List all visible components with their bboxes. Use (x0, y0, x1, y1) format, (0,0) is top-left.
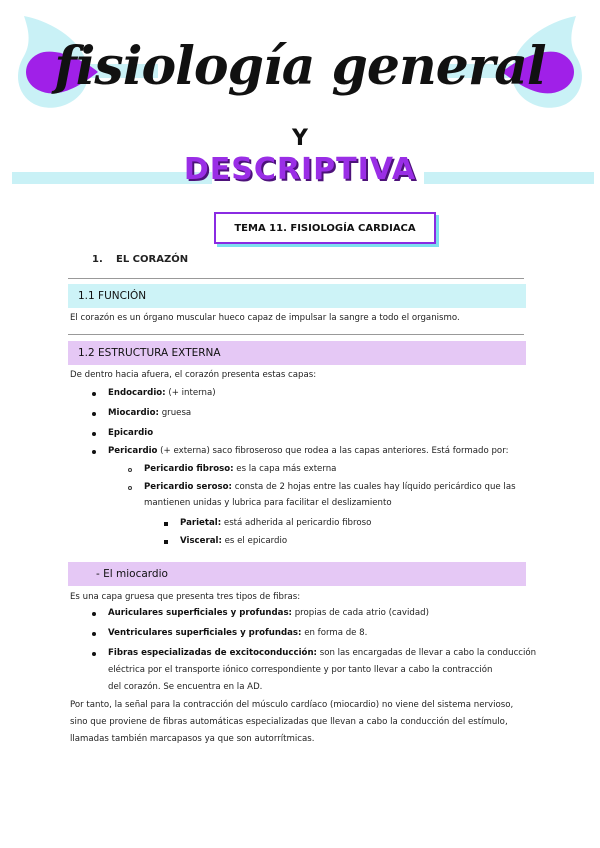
list-item: Auriculares superficiales y profundas: propias de cada atrio (cavidad) (108, 608, 429, 618)
square-bullet-icon (164, 522, 168, 526)
circle-bullet-icon (128, 468, 132, 472)
section-title: EL CORAZÓN (116, 254, 189, 265)
section-heading (92, 254, 188, 265)
list-item: Pericardio (+ externa) saco fibroseroso que rodea a las capas anteriores. Está formado por: (108, 446, 509, 456)
bullet-icon (92, 632, 96, 636)
title-conjunction: Y (292, 126, 308, 151)
sub-list-item: Pericardio seroso: consta de 2 hojas entre las cuales hay líquido pericárdico que las (144, 482, 516, 492)
sub-sub-list-item: Visceral: es el epicardio (180, 536, 288, 546)
tema-box (214, 212, 436, 244)
funcion-text: El corazón es un órgano muscular hueco capaz de impulsar la sangre a todo el organismo. (70, 313, 460, 323)
sub-sub-list-item: Parietal: está adherida al pericardio fibroso (180, 518, 372, 528)
bullet-icon (92, 392, 96, 396)
list-item: Fibras especializadas de excitoconducción: son las encargadas de llevar a cabo la conducción (108, 648, 537, 658)
divider (68, 334, 524, 335)
subsection-heading-miocardio (68, 562, 526, 586)
tema-label: TEMA 11. FISIOLOGÍA CARDIACA (234, 222, 416, 234)
paragraph-line: Por tanto, la señal para la contracción del músculo cardíaco (miocardio) no viene del sistema nervioso, (70, 700, 514, 710)
section-number: 1. (92, 254, 103, 265)
bullet-icon (92, 412, 96, 416)
sub-list-item-continuation: mantienen unidas y lubrica para facilitar el deslizamiento (144, 498, 392, 508)
paragraph-line: sino que proviene de fibras automáticas especializadas que llevan a cabo la conducción del estímulo, (70, 717, 508, 727)
list-item: Epicardio (108, 428, 154, 438)
subsection-heading-funcion (68, 284, 526, 308)
list-item: Miocardio: gruesa (108, 408, 192, 418)
estructura-intro: De dentro hacia afuera, el corazón presenta estas capas: (70, 370, 317, 380)
list-item-continuation: eléctrica por el transporte iónico correspondiente y por tanto llevar a cabo la contracción (108, 665, 493, 675)
list-item: Ventriculares superficiales y profundas: en forma de 8. (108, 628, 368, 638)
miocardio-intro: Es una capa gruesa que presenta tres tipos de fibras: (70, 592, 301, 602)
bullet-icon (92, 432, 96, 436)
square-bullet-icon (164, 540, 168, 544)
heading-text: - El miocardio (96, 568, 168, 580)
bullet-icon (92, 450, 96, 454)
document-subtitle: DESCRIPTIVA (183, 152, 417, 187)
divider (68, 278, 524, 279)
heading-text: 1.2 ESTRUCTURA EXTERNA (78, 347, 221, 359)
paragraph-line: llamadas también marcapasos ya que son autorrítmicas. (70, 734, 315, 744)
circle-bullet-icon (128, 486, 132, 490)
bullet-icon (92, 652, 96, 656)
list-item: Endocardio: (+ interna) (108, 388, 216, 398)
bullet-icon (92, 612, 96, 616)
list-item-continuation: del corazón. Se encuentra en la AD. (108, 682, 263, 692)
heading-text: 1.1 FUNCIÓN (78, 290, 147, 302)
sub-list-item: Pericardio fibroso: es la capa más externa (144, 464, 337, 474)
subsection-heading-estructura (68, 341, 526, 365)
document-title: fisiología general (54, 36, 546, 97)
